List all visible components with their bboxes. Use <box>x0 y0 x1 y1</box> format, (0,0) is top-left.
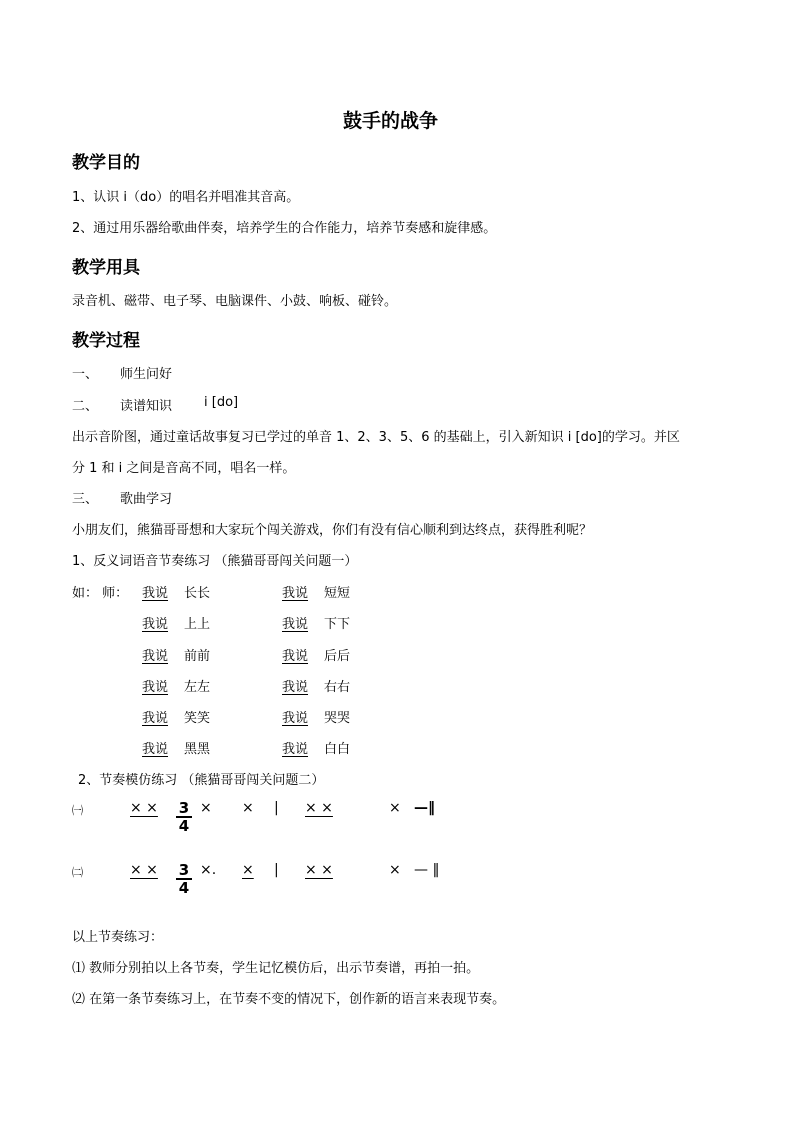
goal-item-2: 2、通过用乐器给歌曲伴奏，培养学生的合作能力，培养节奏感和旋律感。 <box>72 221 497 236</box>
word: 右右 <box>324 680 351 695</box>
summary-title: 以上节奏练习： <box>72 930 164 945</box>
time-denominator: 4 <box>178 879 190 897</box>
say-label: 我说 <box>142 586 169 601</box>
rhythm1-end: —‖ <box>414 800 435 816</box>
say-label: 我说 <box>282 742 309 757</box>
word: 下下 <box>324 617 351 632</box>
summary-item-2: ⑵ 在第一条节奏练习上，在节奏不变的情况下，创作新的语言来表现节奏。 <box>72 992 506 1007</box>
heading-teaching-tools: 教学用具 <box>72 258 140 278</box>
say-label: 我说 <box>142 711 169 726</box>
word: 后后 <box>324 649 351 664</box>
tools-text: 录音机、磁带、电子琴、电脑课件、小鼓、响板、碰铃。 <box>72 294 398 309</box>
exercise2-title: 2、节奏模仿练习 （熊猫哥哥闯关问题二） <box>78 773 325 788</box>
rhythm2-group2: ×. <box>200 862 217 878</box>
step2-text: 读谱知识 <box>120 399 173 414</box>
word: 长长 <box>184 586 211 601</box>
word: 哭哭 <box>324 711 351 726</box>
summary-item-1: ⑴ 教师分别拍以上各节奏，学生记忆模仿后，出示节奏谱，再拍一拍。 <box>72 961 480 976</box>
word: 上上 <box>184 617 211 632</box>
say-label: 我说 <box>282 680 309 695</box>
say-label: 我说 <box>282 711 309 726</box>
rhythm1-group2: × <box>200 800 212 816</box>
word: 前前 <box>184 649 211 664</box>
rhythm2-group5: × <box>389 862 401 878</box>
step1-number: 一、 <box>72 367 99 382</box>
heading-teaching-process: 教学过程 <box>72 331 140 351</box>
rhythm2-label: ㈡ <box>72 866 83 879</box>
rhythm2-time-signature <box>176 862 192 896</box>
word: 左左 <box>184 680 211 695</box>
rhythm1-label: ㈠ <box>72 804 83 817</box>
time-denominator: 4 <box>178 817 190 835</box>
rhythm1-barline: | <box>274 800 279 816</box>
word: 黑黑 <box>184 742 211 757</box>
say-label: 我说 <box>282 617 309 632</box>
say-label: 我说 <box>142 649 169 664</box>
say-label: 我说 <box>142 680 169 695</box>
rhythm2-barline: | <box>274 862 279 878</box>
word: 白白 <box>324 742 351 757</box>
say-label: 我说 <box>142 617 169 632</box>
rhythm2-group3: × <box>242 862 254 878</box>
paragraph-line-1: 出示音阶图，通过童话故事复习已学过的单音 1、2、3、5、6 的基础上，引入新知识 i [do]的学习。并区 <box>72 430 680 445</box>
rhythm1-group4: × × <box>305 800 333 816</box>
step1-text: 师生问好 <box>120 367 173 382</box>
intro-paragraph: 小朋友们，熊猫哥哥想和大家玩个闯关游戏，你们有没有信心顺利到达终点，获得胜利呢？ <box>72 523 593 538</box>
say-label: 我说 <box>142 742 169 757</box>
time-numerator: 3 <box>176 800 192 818</box>
exercise1-title: 1、反义词语音节奏练习 （熊猫哥哥闯关问题一） <box>72 554 358 569</box>
goal-item-1: 1、认识 i（do）的唱名并唱准其音高。 <box>72 190 300 205</box>
rhythm2-group4: × × <box>305 862 333 878</box>
step3-number: 三、 <box>72 492 99 507</box>
exercise1-prefix: 如： 师： <box>72 586 129 601</box>
time-numerator: 3 <box>176 862 192 880</box>
say-label: 我说 <box>282 649 309 664</box>
document-title: 鼓手的战争 <box>343 110 439 132</box>
rhythm1-group1: × × <box>130 800 158 816</box>
word: 短短 <box>324 586 351 601</box>
rhythm1-time-signature <box>176 800 192 834</box>
step2-number: 二、 <box>72 399 99 414</box>
paragraph-line-2: 分 1 和 i 之间是音高不同，唱名一样。 <box>72 461 296 476</box>
word: 笑笑 <box>184 711 211 726</box>
rhythm1-group3: × <box>242 800 254 816</box>
rhythm2-end: — ‖ <box>414 862 440 878</box>
heading-teaching-goal: 教学目的 <box>72 153 140 173</box>
rhythm2-group1: × × <box>130 862 158 878</box>
step2-note: i [do] <box>204 395 239 410</box>
step3-text: 歌曲学习 <box>120 492 173 507</box>
say-label: 我说 <box>282 586 309 601</box>
rhythm1-group5: × <box>389 800 401 816</box>
